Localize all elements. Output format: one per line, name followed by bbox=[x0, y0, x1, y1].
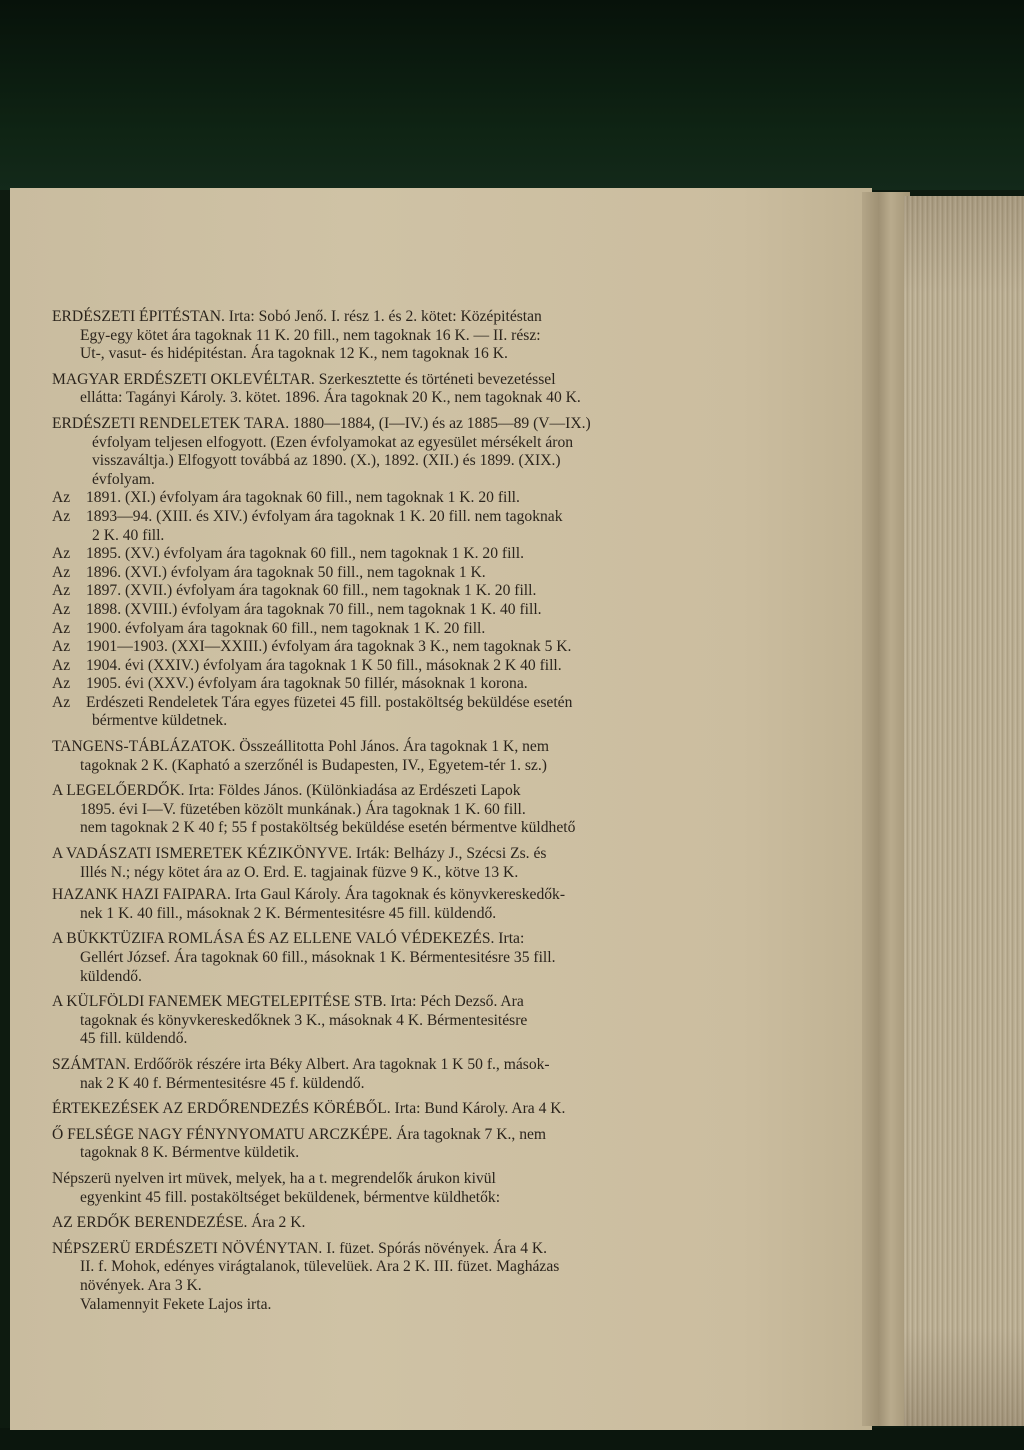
volume-text: 1904. évi (XXIV.) évfolyam ára tagoknak 1 K 50 fill., másoknak 2 K 40 fill. bbox=[86, 656, 562, 674]
volume-prefix: Az bbox=[52, 619, 71, 637]
volume-prefix: Az bbox=[52, 489, 71, 507]
entry-line: évfolyam teljesen elfogyott. (Ezen évfolyamokat az egyesület mérsékelt áron bbox=[92, 433, 574, 451]
entry-line: ÉRTEKEZÉSEK AZ ERDŐRENDEZÉS KÖRÉBŐL. Irta: Bund Károly. Ara 4 K. bbox=[52, 1100, 566, 1118]
volume-row bbox=[52, 601, 742, 620]
entry-szamtan bbox=[52, 1056, 742, 1093]
volume-prefix: Az bbox=[52, 507, 71, 525]
volume-prefix: Az bbox=[52, 656, 71, 674]
volume-row bbox=[52, 508, 742, 527]
entry-line: Ő FELSÉGE NAGY FÉNYNYOMATU ARCZKÉPE. Ára tagoknak 7 K., nem bbox=[52, 1125, 547, 1143]
book-page-edges bbox=[904, 196, 1024, 1426]
entry-arczkep bbox=[52, 1126, 742, 1163]
entry-line: évfolyam. bbox=[92, 470, 155, 488]
volume-text: Erdészeti Rendeletek Tára egyes füzetei 45 fill. postaköltség beküldése esetén bbox=[86, 693, 573, 711]
entry-okleveltar bbox=[52, 371, 742, 408]
entry-line: II. f. Mohok, edényes virágtalanok, tülevelüek. Ara 2 K. III. füzet. Magházas bbox=[80, 1258, 560, 1276]
entry-kulfoldi-fanemek bbox=[52, 993, 742, 1049]
volume-text: 1901—1903. (XXI—XXIII.) évfolyam ára tagoknak 3 K., nem tagoknak 5 K. bbox=[86, 638, 572, 656]
volume-prefix: Az bbox=[52, 545, 71, 563]
entry-line: tagoknak 2 K. (Kapható a szerzőnél is Budapesten, IV., Egyetem-tér 1. sz.) bbox=[80, 756, 547, 774]
entry-line: tagoknak és könyvkereskedőknek 3 K., másoknak 4 K. Bérmentesitésre bbox=[80, 1011, 528, 1029]
volume-row bbox=[52, 675, 742, 694]
entry-nepszeru-muvek bbox=[52, 1170, 742, 1207]
volume-text: 1893—94. (XIII. és XIV.) évfolyam ára tagoknak 1 K. 20 fill. nem tagoknak bbox=[86, 507, 563, 525]
entry-erdok-berendezese bbox=[52, 1214, 742, 1233]
entry-legeloerdok bbox=[52, 782, 742, 838]
volume-prefix: Az bbox=[52, 563, 71, 581]
volume-prefix: Az bbox=[52, 600, 71, 618]
volume-row bbox=[52, 638, 742, 657]
entry-line: A BÜKKTÜZIFA ROMLÁSA ÉS AZ ELLENE VALÓ VÉDEKEZÉS. Irta: bbox=[52, 930, 525, 948]
page-text bbox=[52, 308, 742, 1321]
volume-text: 1900. évfolyam ára tagoknak 60 fill., nem tagoknak 1 K. 20 fill. bbox=[86, 619, 486, 637]
volume-continuation: bérmentve küldetnek. bbox=[92, 712, 228, 730]
volume-text: 1898. (XVIII.) évfolyam ára tagoknak 70 fill., nem tagoknak 1 K. 40 fill. bbox=[86, 600, 542, 618]
entry-line: 1895. évi I—V. füzetében közölt munkának.) Ára tagoknak 1 K. 60 fill. bbox=[80, 800, 526, 818]
background-top bbox=[0, 0, 1024, 190]
background-bottom bbox=[0, 1428, 1024, 1450]
entry-bukktuzifa bbox=[52, 930, 742, 986]
entry-line: visszaváltja.) Elfogyott továbbá az 1890. (X.), 1892. (XII.) és 1899. (XIX.) bbox=[92, 452, 561, 470]
entry-vadaszati-kezikonyv bbox=[52, 845, 742, 882]
volume-text: 1905. évi (XXV.) évfolyam ára tagoknak 50 fillér, másoknak 1 korona. bbox=[86, 675, 528, 693]
volume-row bbox=[52, 545, 742, 564]
volume-text: 1897. (XVII.) évfolyam ára tagoknak 60 fill., nem tagoknak 1 K. 20 fill. bbox=[86, 582, 537, 600]
entry-line: SZÁMTAN. Erdőőrök részére irta Béky Albert. Ara tagoknak 1 K 50 f., mások- bbox=[52, 1055, 550, 1073]
entry-line: A VADÁSZATI ISMERETEK KÉZIKÖNYVE. Irták: Belházy J., Szécsi Zs. és bbox=[52, 845, 547, 863]
entry-line: növények. Ara 3 K. bbox=[80, 1276, 202, 1294]
entry-line: MAGYAR ERDÉSZETI OKLEVÉLTAR. Szerkesztette és történeti bevezetéssel bbox=[52, 370, 556, 388]
entry-line: Valamennyit Fekete Lajos irta. bbox=[80, 1295, 272, 1313]
volume-row bbox=[52, 564, 742, 583]
entry-line: nak 2 K 40 f. Bérmentesitésre 45 f. küldendő. bbox=[80, 1074, 365, 1092]
entry-line: Gellért József. Ára tagoknak 60 fill., másoknak 1 K. Bérmentesitésre 35 fill. bbox=[80, 949, 556, 966]
entry-line: Illés N.; négy kötet ára az O. Erd. E. tagjainak füzve 9 K., kötve 13 K. bbox=[80, 863, 519, 881]
entry-line: nem tagoknak 2 K 40 f; 55 f postaköltség beküldése esetén bérmentve küldhető bbox=[80, 819, 576, 837]
volume-text: 1896. (XVI.) évfolyam ára tagoknak 50 fill., nem tagoknak 1 K. bbox=[86, 563, 486, 581]
volume-row bbox=[52, 582, 742, 601]
entry-erdeszeti-epitestan bbox=[52, 308, 742, 364]
volume-continuation: 2 K. 40 fill. bbox=[92, 526, 165, 544]
entry-hazi-faipara bbox=[52, 886, 742, 923]
entry-line: Népszerü nyelven irt müvek, melyek, ha a t. megrendelők árukon kivül bbox=[52, 1169, 496, 1187]
entry-line: ERDÉSZETI RENDELETEK TARA. 1880—1884, (I—IV.) és az 1885—89 (V—IX.) bbox=[52, 414, 591, 432]
volume-row bbox=[52, 489, 742, 508]
entry-line: AZ ERDŐK BERENDEZÉSE. Ára 2 K. bbox=[52, 1214, 306, 1232]
volume-row bbox=[52, 694, 742, 713]
entry-line: HAZANK HAZI FAIPARA. Irta Gaul Károly. Ára tagoknak és könyvkereskedők- bbox=[52, 886, 566, 904]
volume-price-list bbox=[52, 489, 742, 731]
book-gutter bbox=[862, 192, 910, 1426]
entry-tangens-tablazatok bbox=[52, 738, 742, 775]
entry-line: A KÜLFÖLDI FANEMEK MEGTELEPITÉSE STB. Irta: Péch Dezső. Ara bbox=[52, 993, 524, 1011]
entry-line: Egy-egy kötet ára tagoknak 11 K. 20 fill., nem tagoknak 16 K. — II. rész: bbox=[80, 326, 541, 344]
volume-row bbox=[52, 620, 742, 639]
entry-line: ellátta: Tagányi Károly. 3. kötet. 1896. Ára tagoknak 20 K., nem tagoknak 40 K. bbox=[80, 389, 581, 407]
volume-prefix: Az bbox=[52, 638, 71, 656]
entry-line: NÉPSZERÜ ERDÉSZETI NÖVÉNYTAN. I. füzet. Spórás növények. Ára 4 K. bbox=[52, 1239, 548, 1257]
entry-line: Ut-, vasut- és hidépitéstan. Ára tagoknak 12 K., nem tagoknak 16 K. bbox=[80, 345, 508, 363]
entry-line: egyenkint 45 fill. postaköltséget beküldenek, bérmentve küldhetők: bbox=[80, 1188, 501, 1206]
entry-line: ERDÉSZETI ÉPITÉSTAN. Irta: Sobó Jenő. I. rész 1. és 2. kötet: Középitéstan bbox=[52, 308, 542, 325]
entry-ertekezesek bbox=[52, 1100, 742, 1119]
entry-line: nek 1 K. 40 fill., másoknak 2 K. Bérmentesitésre 45 fill. küldendő. bbox=[80, 904, 497, 922]
volume-prefix: Az bbox=[52, 675, 71, 693]
entry-line: küldendő. bbox=[80, 967, 142, 985]
entry-novenytan bbox=[52, 1240, 742, 1314]
volume-text: 1891. (XI.) évfolyam ára tagoknak 60 fill., nem tagoknak 1 K. 20 fill. bbox=[86, 489, 520, 507]
volume-prefix: Az bbox=[52, 693, 71, 711]
volume-text: 1895. (XV.) évfolyam ára tagoknak 60 fill., nem tagoknak 1 K. 20 fill. bbox=[86, 545, 524, 563]
entry-line: tagoknak 8 K. Bérmentve küldetik. bbox=[80, 1144, 300, 1162]
volume-row bbox=[52, 657, 742, 676]
background-left bbox=[0, 190, 10, 1430]
entry-line: A LEGELŐERDŐK. Irta: Földes János. (Különkiadása az Erdészeti Lapok bbox=[52, 782, 521, 800]
volume-prefix: Az bbox=[52, 582, 71, 600]
entry-line: TANGENS-TÁBLÁZATOK. Összeállitotta Pohl János. Ára tagoknak 1 K, nem bbox=[52, 738, 549, 756]
entry-rendeletek-tara bbox=[52, 415, 742, 489]
entry-line: 45 fill. küldendő. bbox=[80, 1030, 188, 1048]
